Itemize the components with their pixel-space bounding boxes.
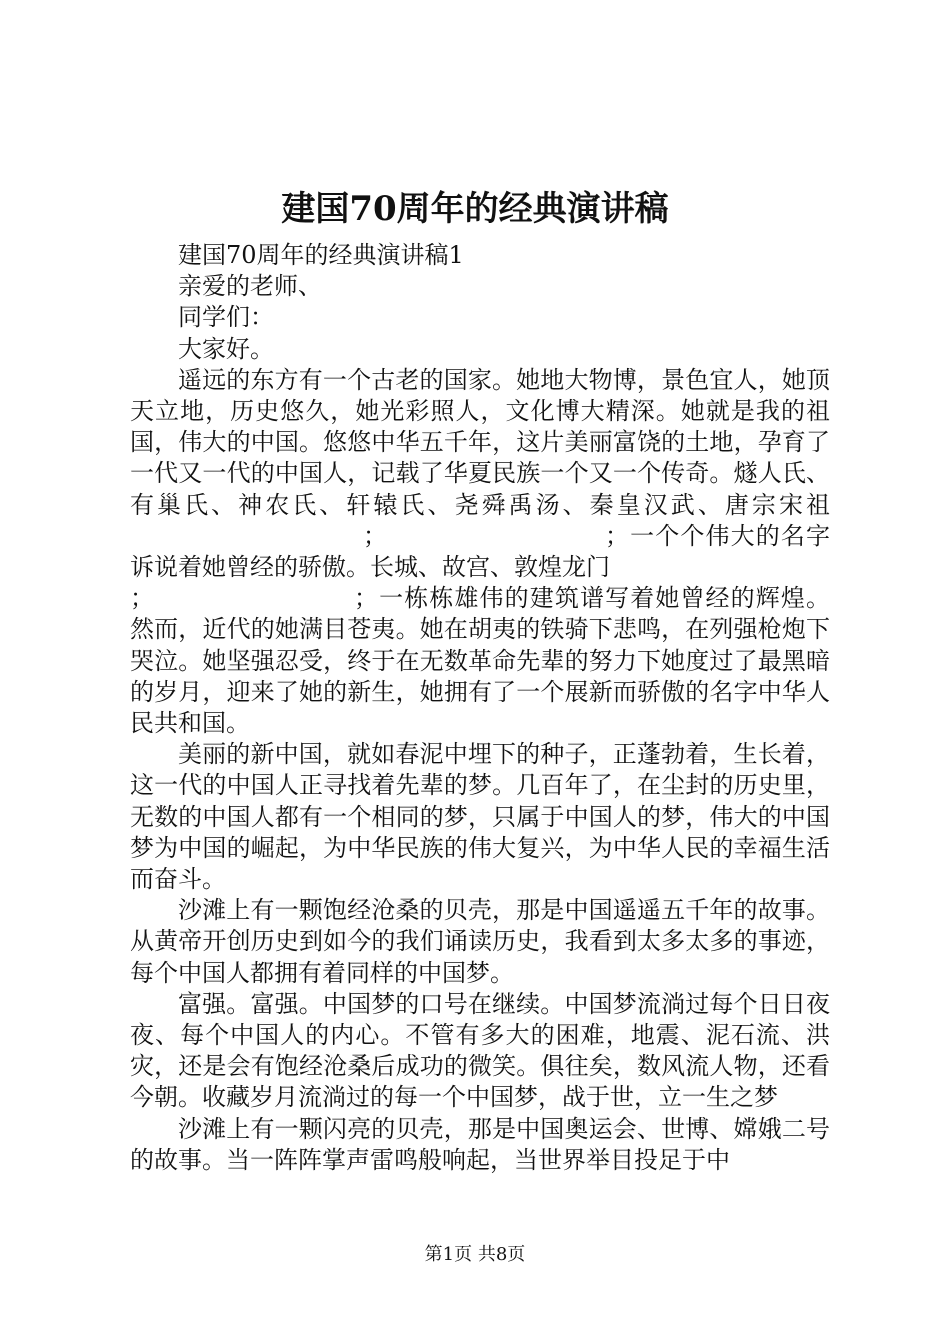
greeting-paragraph: 大家好。 bbox=[178, 334, 274, 363]
document-body bbox=[130, 240, 830, 1176]
body-text-segment: ；一个个伟大的名字诉说着她曾经的骄傲。长城、故宫、敦煌龙门 bbox=[130, 521, 830, 582]
salutation-teachers: 亲爱的老师、 bbox=[178, 272, 322, 301]
salutation-classmates: 同学们： bbox=[178, 303, 274, 332]
body-paragraph: 沙滩上有一颗饱经沧桑的贝壳，那是中国遥遥五千年的故事。从黄帝开创历史到如今的我们诵读历史，我看到太多太多的事迹，每个中国人都拥有着同样的中国梦。 bbox=[130, 896, 830, 987]
subtitle-paragraph: 建国70周年的经典演讲稿1 bbox=[178, 241, 464, 269]
body-paragraph: 美丽的新中国，就如春泥中埋下的种子，正蓬勃着，生长着，这一代的中国人正寻找着先辈的梦。几百年了，在尘封的历史里，无数的中国人都有一个相同的梦，只属于中国人的梦，伟大的中国梦为中国的崛起，为中华民族的伟大复兴，为中华人民的幸福生活而奋斗。 bbox=[130, 740, 830, 894]
body-text-segment: 遥远的东方有一个古老的国家。她地大物博，景色宜人，她顶天立地，历史悠久，她光彩照人，文化博大精深。她就是我的祖国，伟大的中国。悠悠中华五千年，这片美丽富饶的土地，孕育了一代又一代的中国人，记载了华夏民族一个又一个传奇。燧人氏、有巢氏、神农氏、轩辕氏、尧舜禹汤、秦皇汉武、唐宗宋祖 bbox=[130, 365, 830, 519]
body-text-segment: ；一栋栋雄伟的建筑谱写着她曾经的辉煌。然而，近代的她满目苍夷。她在胡夷的铁骑下悲鸣，在列强枪炮下哭泣。她坚强忍受，终于在无数革命先辈的努力下她度过了最黑暗的岁月，迎来了她的新生，她拥有了一个展新而骄傲的名字中华人民共和国。 bbox=[130, 584, 830, 738]
body-text-segment: ； bbox=[130, 584, 154, 613]
body-paragraph bbox=[130, 365, 830, 583]
body-paragraph: 沙滩上有一颗闪亮的贝壳，那是中国奥运会、世博、嫦娥二号的故事。当一阵阵掌声雷鸣般响起，当世界举目投足于中 bbox=[130, 1114, 830, 1174]
body-paragraph: 富强。富强。中国梦的口号在继续。中国梦流淌过每个日日夜夜、每个中国人的内心。不管有多大的困难，地震、泥石流、洪灾，还是会有饱经沧桑后成功的微笑。俱往矣，数风流人物，还看今朝。收藏岁月流淌过的每一个中国梦，战于世，立一生之梦 bbox=[130, 989, 830, 1112]
document-title: 建国70周年的经典演讲稿 bbox=[281, 189, 669, 229]
body-paragraph bbox=[130, 583, 830, 739]
page-footer: 第1页 共8页 bbox=[424, 1244, 526, 1265]
body-text-segment: ； bbox=[363, 521, 387, 550]
